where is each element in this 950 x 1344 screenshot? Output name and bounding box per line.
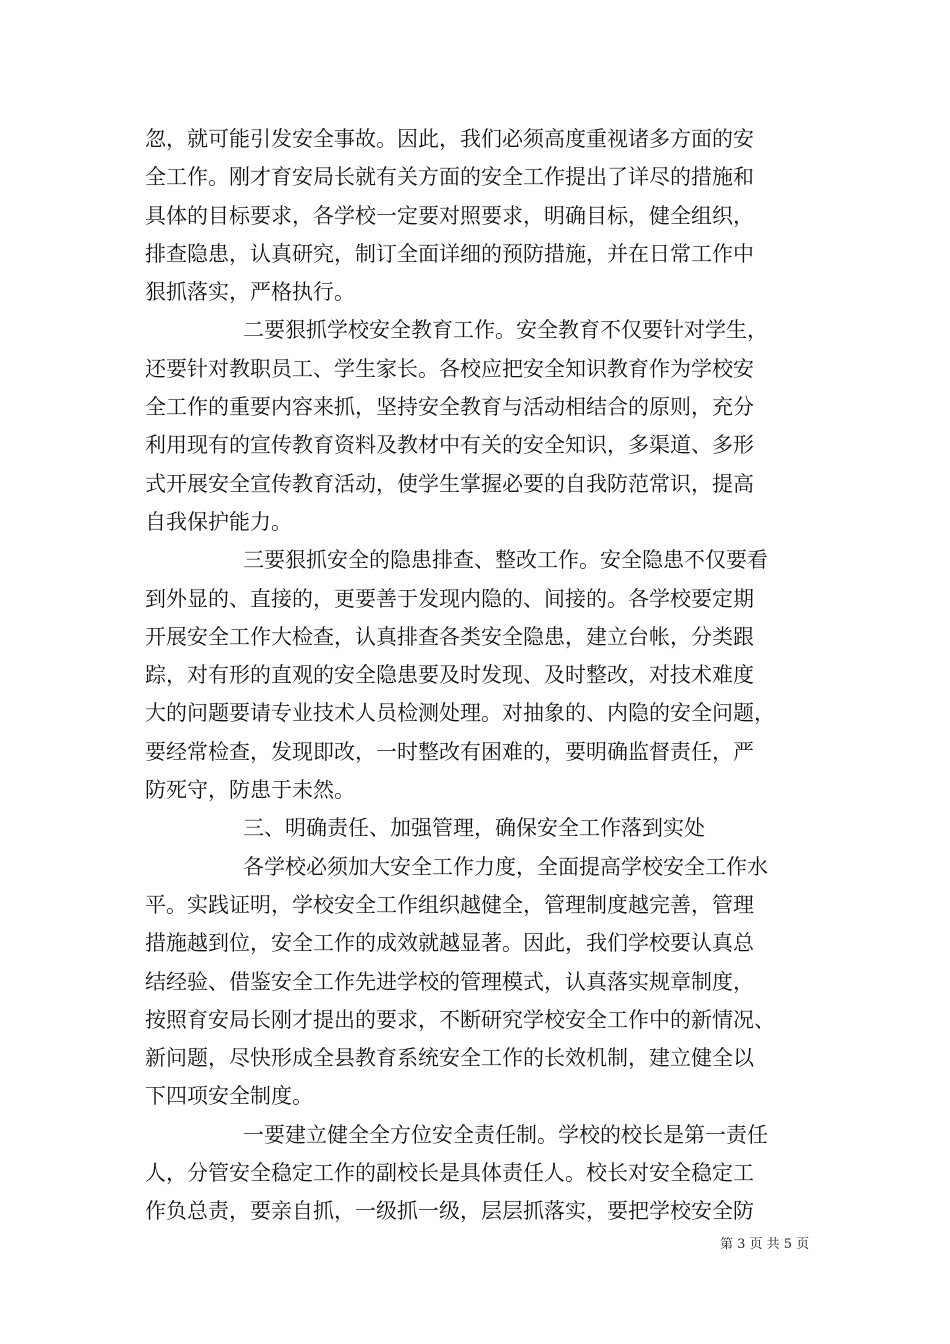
text-line: 要经常检查，发现即改，一时整改有困难的，要明确监督责任，严 [145,739,754,764]
document-body [145,120,810,1231]
text-line: 开展安全工作大检查，认真排查各类安全隐患，建立台帐，分类跟 [145,624,754,649]
text-line: 防死守，防患于未然。 [145,778,355,803]
text-line: 下四项安全制度。 [145,1084,313,1109]
text-line: 全工作。刚才育安局长就有关方面的安全工作提出了详尽的措施和 [145,165,754,190]
text-line: 人，分管安全稳定工作的副校长是具体责任人。校长对安全稳定工 [145,1161,754,1186]
text-line: 结经验、借鉴安全工作先进学校的管理模式，认真落实规章制度， [145,969,754,994]
text-line: 具体的目标要求，各学校一定要对照要求，明确目标，健全组织， [145,203,754,228]
text-line: 还要针对教职员工、学生家长。各校应把安全知识教育作为学校安 [145,356,754,381]
text-line: 三要狠抓安全的隐患排查、整改工作。安全隐患不仅要看 [243,548,768,573]
text-line: 三、明确责任、加强管理，确保安全工作落到实处 [243,816,705,841]
page-number-footer: 第 3 页 共 5 页 [720,1237,810,1252]
text-line: 各学校必须加大安全工作力度，全面提高学校安全工作水 [243,854,768,879]
text-line: 二要狠抓学校安全教育工作。安全教育不仅要针对学生， [243,318,768,343]
text-line: 自我保护能力。 [145,509,292,534]
text-line: 忽，就可能引发安全事故。因此，我们必须高度重视诸多方面的安 [145,127,754,151]
text-line: 排查隐患，认真研究，制订全面详细的预防措施，并在日常工作中 [145,241,754,266]
text-line: 新问题，尽快形成全县教育系统安全工作的长效机制，建立健全以 [145,1046,754,1071]
text-line: 到外显的、直接的，更要善于发现内隐的、间接的。各学校要定期 [145,586,754,611]
text-line: 大的问题要请专业技术人员检测处理。对抽象的、内隐的安全问题， [145,701,775,726]
text-line: 措施越到位，安全工作的成效就越显著。因此，我们学校要认真总 [145,931,754,956]
text-line: 作负总责，要亲自抓，一级抓一级，层层抓落实，要把学校安全防 [145,1199,754,1224]
text-line: 一要建立健全全方位安全责任制。学校的校长是第一责任 [243,1122,768,1147]
text-line: 利用现有的宣传教育资料及教材中有关的安全知识，多渠道、多形 [145,433,754,458]
text-line: 踪，对有形的直观的安全隐患要及时发现、及时整改，对技术难度 [145,663,754,688]
text-line: 按照育安局长刚才提出的要求，不断研究学校安全工作中的新情况、 [145,1007,775,1032]
text-line: 全工作的重要内容来抓，坚持安全教育与活动相结合的原则，充分 [145,395,754,420]
text-line: 平。实践证明，学校安全工作组织越健全，管理制度越完善，管理 [145,892,754,917]
text-line: 狠抓落实，严格执行。 [145,280,355,305]
text-line: 式开展安全宣传教育活动，使学生掌握必要的自我防范常识，提高 [145,471,754,496]
